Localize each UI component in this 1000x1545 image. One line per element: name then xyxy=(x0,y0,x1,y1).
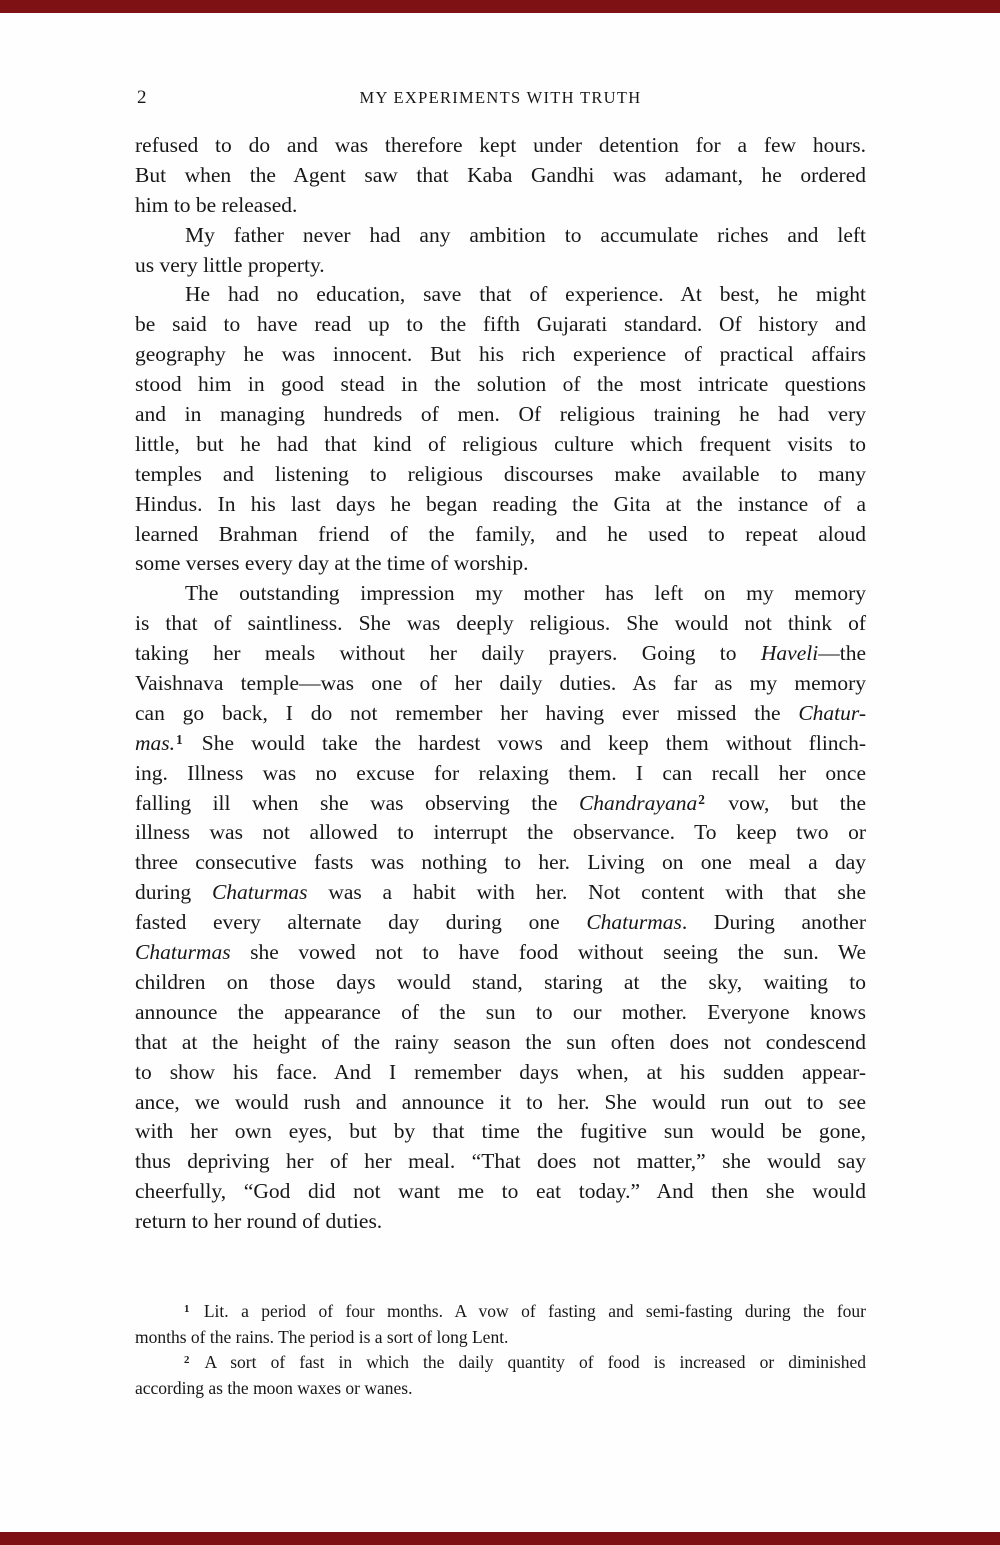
text-line xyxy=(135,729,866,759)
text-line xyxy=(135,998,866,1028)
text-segment: She would take the hardest vows and keep them without flinch- xyxy=(184,730,866,755)
text-line xyxy=(135,1088,866,1118)
scan-edge-bottom xyxy=(0,1532,1000,1545)
text-segment: fasted every alternate day during one xyxy=(135,910,587,935)
text-line xyxy=(135,1147,866,1177)
text-segment: Lit. a period of four months. A vow of fasting and semi-fasting during the four xyxy=(191,1301,866,1321)
text-segment: taking her meals without her daily prayers. Going to xyxy=(135,641,761,666)
body-text xyxy=(135,131,866,1237)
text-line xyxy=(135,370,866,400)
text-line xyxy=(135,1117,866,1147)
scan-edge-top xyxy=(0,0,1000,13)
text-line xyxy=(135,310,866,340)
text-line xyxy=(135,759,866,789)
text-line xyxy=(135,1376,866,1402)
page-number: 2 xyxy=(137,87,147,108)
text-line xyxy=(135,878,866,908)
footnote-marker: 1 xyxy=(184,1303,190,1316)
text-line xyxy=(135,938,866,968)
running-head xyxy=(135,86,866,110)
footnote-marker: 2 xyxy=(698,791,705,807)
text-line xyxy=(135,460,866,490)
text-segment: . During another xyxy=(681,910,866,935)
italic-term: Haveli xyxy=(760,641,819,666)
running-title: MY EXPERIMENTS WITH TRUTH xyxy=(359,88,642,107)
text-segment: ance, we would rush and announce it to her. She would run out to see xyxy=(135,1089,866,1114)
footnote-marker: 1 xyxy=(176,731,183,747)
text-line xyxy=(135,579,866,609)
text-segment: according as the moon waxes or wanes. xyxy=(135,1377,413,1398)
text-line xyxy=(135,639,866,669)
text-segment: learned Brahman friend of the family, and he used to repeat aloud xyxy=(135,521,866,546)
text-line xyxy=(135,221,866,251)
text-segment: is that of saintliness. She was deeply religious. She would not think of xyxy=(135,611,866,636)
footnotes xyxy=(135,1299,866,1401)
text-line xyxy=(135,968,866,998)
text-segment: was a habit with her. Not content with that she xyxy=(307,880,866,905)
text-line xyxy=(135,818,866,848)
text-segment: My father never had any ambition to accumulate riches and left xyxy=(185,222,866,247)
text-line xyxy=(135,908,866,938)
text-line xyxy=(135,131,866,161)
italic-term: Chaturmas xyxy=(211,880,308,905)
text-segment: stood him in good stead in the solution of the most intricate questions xyxy=(135,372,866,397)
italic-term: Chatur- xyxy=(798,700,866,725)
text-segment: with her own eyes, but by that time the fugitive sun would be gone, xyxy=(135,1119,866,1144)
text-line xyxy=(135,789,866,819)
text-segment: children on those days would stand, staring at the sky, waiting to xyxy=(135,969,866,994)
text-line xyxy=(135,1299,866,1325)
text-segment: during xyxy=(135,880,212,905)
text-segment: him to be released. xyxy=(135,192,298,217)
text-line xyxy=(135,430,866,460)
text-segment: falling ill when she was observing the xyxy=(135,790,579,815)
text-segment: illness was not allowed to interrupt the observance. To keep two or xyxy=(135,820,866,845)
text-segment: ing. Illness was no excuse for relaxing them. I can recall her once xyxy=(135,760,866,785)
text-segment: But when the Agent saw that Kaba Gandhi was adamant, he ordered xyxy=(135,162,866,187)
text-segment: return to her round of duties. xyxy=(135,1209,383,1234)
text-segment: —the xyxy=(818,641,866,666)
text-line xyxy=(135,1058,866,1088)
text-line xyxy=(135,1350,866,1376)
text-line xyxy=(135,251,866,281)
text-segment: He had no education, save that of experience. At best, he might xyxy=(185,282,866,307)
text-segment: us very little property. xyxy=(135,252,325,277)
italic-term: Chaturmas xyxy=(586,910,682,935)
text-line xyxy=(135,848,866,878)
text-line xyxy=(135,520,866,550)
text-line xyxy=(135,1177,866,1207)
text-segment: vow, but the xyxy=(706,790,866,815)
text-line xyxy=(135,400,866,430)
text-line xyxy=(135,1028,866,1058)
text-segment: little, but he had that kind of religious culture which frequent visits to xyxy=(135,431,866,456)
text-segment: and in managing hundreds of men. Of religious training he had very xyxy=(135,402,866,427)
italic-term: Chandrayana xyxy=(578,790,698,815)
text-line xyxy=(135,280,866,310)
text-segment: that at the height of the rainy season the sun often does not condescend xyxy=(135,1029,866,1054)
text-segment: three consecutive fasts was nothing to her. Living on one meal a day xyxy=(135,850,866,875)
italic-term: Chaturmas xyxy=(135,940,231,965)
text-segment: months of the rains. The period is a sort of long Lent. xyxy=(135,1326,509,1347)
text-segment: refused to do and was therefore kept under detention for a few hours. xyxy=(135,133,866,157)
text-line xyxy=(135,1325,866,1351)
text-line xyxy=(135,699,866,729)
text-line xyxy=(135,161,866,191)
text-line xyxy=(135,669,866,699)
text-segment: A sort of fast in which the daily quantity of food is increased or diminished xyxy=(191,1352,866,1373)
italic-term: mas. xyxy=(135,730,176,755)
text-segment: some verses every day at the time of worship. xyxy=(135,551,529,576)
footnote-marker: 2 xyxy=(184,1354,190,1367)
text-segment: thus depriving her of her meal. “That does not matter,” she would say xyxy=(135,1149,866,1174)
text-line xyxy=(135,549,866,579)
text-segment: Vaishnava temple—was one of her daily duties. As far as my memory xyxy=(135,671,866,696)
text-line xyxy=(135,609,866,639)
text-segment: be said to have read up to the fifth Gujarati standard. Of history and xyxy=(135,312,866,337)
text-line xyxy=(135,1207,866,1237)
text-segment: geography he was innocent. But his rich experience of practical affairs xyxy=(135,342,866,367)
text-segment: announce the appearance of the sun to our mother. Everyone knows xyxy=(135,999,866,1024)
text-segment: she vowed not to have food without seeing the sun. We xyxy=(230,940,866,965)
text-segment: cheerfully, “God did not want me to eat today.” And then she would xyxy=(135,1179,866,1204)
text-segment: to show his face. And I remember days when, at his sudden appear- xyxy=(135,1059,866,1084)
text-segment: temples and listening to religious discourses make available to many xyxy=(135,461,866,486)
text-segment: The outstanding impression my mother has left on my memory xyxy=(185,581,866,606)
text-line xyxy=(135,340,866,370)
text-segment: can go back, I do not remember her having ever missed the xyxy=(135,700,799,725)
text-line xyxy=(135,191,866,221)
text-segment: Hindus. In his last days he began reading the Gita at the instance of a xyxy=(135,491,866,516)
text-line xyxy=(135,490,866,520)
